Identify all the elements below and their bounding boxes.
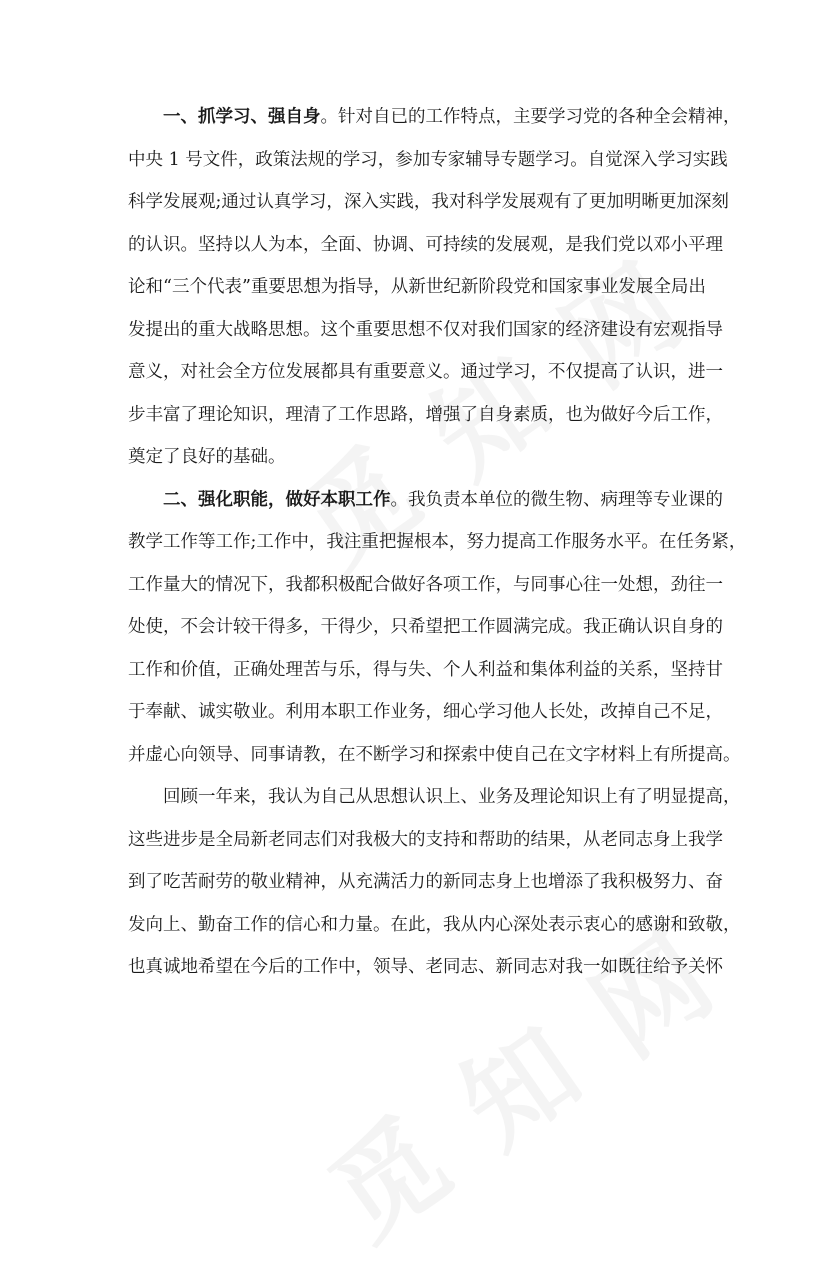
line-text: 中央 1 号文件，政策法规的学习，参加专家辅导专题学习。自觉深入学习实践 — [128, 149, 728, 170]
text-line — [128, 564, 723, 607]
line-text: 也真诚地希望在今后的工作中，领导、老同志、新同志对我一如既往给予关怀 — [128, 957, 723, 977]
line-text: 发提出的重大战略思想。这个重要思想不仅对我们国家的经济建设有宏观指导 — [128, 319, 723, 340]
text-line — [128, 691, 723, 734]
line-text: 回顾一年来，我认为自己从思想认识上、业务及理论知识上有了明显提高， — [163, 787, 741, 807]
text-line — [128, 351, 723, 394]
text-line — [128, 266, 718, 309]
text-line — [128, 649, 723, 692]
text-line — [128, 861, 723, 904]
text-line — [128, 479, 723, 522]
line-text: 发向上、勤奋工作的信心和力量。在此，我从内心深处表示衷心的感谢和致敬， — [128, 914, 741, 935]
section-heading: 二、强化职能，做好本职工作 — [163, 489, 391, 510]
line-text: 处使，不会计较干得多，干得少，只希望把工作圆满完成。我正确认识自身的 — [128, 617, 723, 637]
text-line — [128, 309, 723, 352]
section-heading: 一、抓学习、强自身 — [163, 107, 321, 127]
line-text: 工作量大的情况下，我都积极配合做好各项工作，与同事心往一处想，劲往一 — [128, 574, 723, 595]
text-line — [128, 96, 741, 139]
line-text: 奠定了良好的基础。 — [128, 447, 286, 467]
line-text: 论和“三个代表”重要思想为指导，从新世纪新阶段党和国家事业发展全局出 — [128, 277, 706, 297]
document-body — [128, 96, 747, 989]
line-text: 到了吃苦耐劳的敬业精神，从充满活力的新同志身上也增添了我积极努力、奋 — [128, 872, 723, 892]
text-line — [128, 734, 741, 777]
line-text: 这些进步是全局新老同志们对我极大的支持和帮助的结果，从老同志身上我学 — [128, 829, 723, 850]
paragraph — [128, 776, 741, 989]
line-text: 。我负责本单位的微生物、病理等专业课的 — [390, 489, 723, 510]
text-line — [128, 436, 718, 479]
text-line — [128, 606, 723, 649]
line-text: 于奉献、诚实敬业。利用本职工作业务，细心学习他人长处，改掉自己不足， — [128, 702, 723, 722]
line-text: 的认识。坚持以人为本，全面、协调、可持续的发展观，是我们党以邓小平理 — [128, 234, 723, 255]
text-line — [128, 181, 729, 224]
line-text: 工作和价值，正确处理苦与乐，得与失、个人利益和集体利益的关系，坚持甘 — [128, 659, 723, 680]
text-line — [128, 224, 723, 267]
paragraph — [128, 479, 747, 777]
text-line — [128, 819, 723, 862]
line-text: 。针对自已的工作特点，主要学习党的各种全会精神， — [320, 107, 741, 127]
paragraph — [128, 96, 741, 479]
text-line — [128, 776, 741, 819]
line-text: 教学工作等工作;工作中，我注重把握根本，努力提高工作服务水平。在任务紧， — [128, 532, 747, 552]
text-line — [128, 946, 723, 989]
text-line — [128, 394, 723, 437]
text-line — [128, 521, 747, 564]
text-line — [128, 139, 728, 182]
line-text: 意义，对社会全方位发展都具有重要意义。通过学习，不仅提高了认识，进一 — [128, 362, 723, 382]
line-text: 并虚心向领导、同事请教，在不断学习和探索中使自己在文字材料上有所提高。 — [128, 744, 741, 765]
line-text: 步丰富了理论知识，理清了工作思路，增强了自身素质，也为做好今后工作， — [128, 404, 723, 425]
text-line — [128, 904, 741, 947]
line-text: 科学发展观;通过认真学习，深入实践，我对科学发展观有了更加明晰更加深刻 — [128, 192, 729, 212]
